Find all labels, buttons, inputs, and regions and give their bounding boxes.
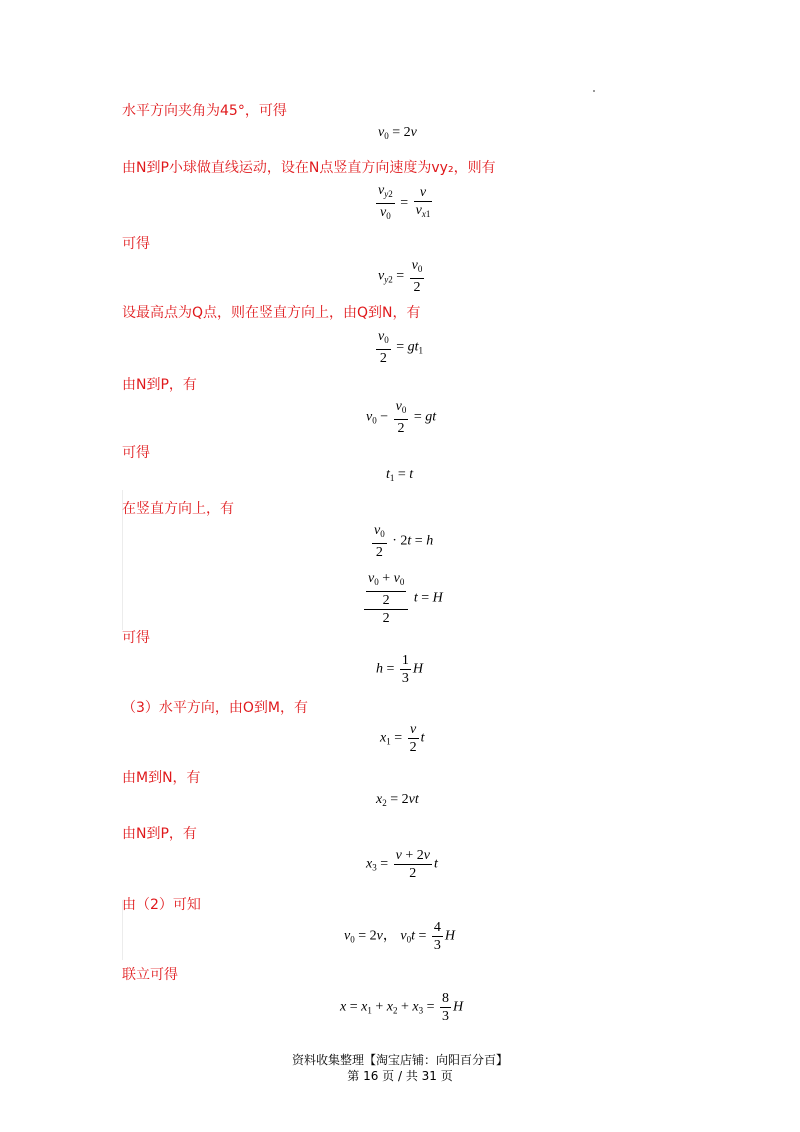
equation: $x = x_1 + x_2 + x_3$ = $\frac{8}{3}$ H (340, 991, 464, 1024)
text-line: 可得 (122, 445, 150, 461)
text-line: 由M到N，有 (122, 770, 201, 786)
equation: $x_2 = 2vt$ (376, 792, 419, 808)
text-line: 可得 (122, 630, 150, 646)
stray-dot (593, 90, 595, 92)
text-line: 设最高点为Q点，则在竖直方向上，由Q到N，有 (122, 305, 421, 321)
equation: $v_0 = 2v$， $v_0t$ = $\frac{4}{3}$ H (344, 920, 455, 953)
page-number: 第 16 页 / 共 31 页 (347, 1069, 453, 1083)
equation: $x_3$ = $\frac{v + 2v}{2}$ t (366, 848, 438, 881)
footer-source: 资料收集整理【淘宝店铺：向阳百分百】 (291, 1053, 508, 1067)
equation: $\frac{v_0}{2}$ · 2t = h (374, 523, 434, 560)
equation: $\frac{v_{y2}}{v_0}$ = $\frac{v}{v_{x1}}$ (378, 183, 431, 221)
text-line: 可得 (122, 236, 150, 252)
equation: h = $\frac{1}{3}$ H (376, 653, 424, 686)
equation: $\frac{v_0}{2}$ = $gt_1$ (378, 329, 424, 366)
equation: $v_{y2}$ = $\frac{v_0}{2}$ (378, 258, 423, 295)
text-line: （3）水平方向，由O到M，有 (122, 700, 309, 716)
text-line: 水平方向夹角为45°，可得 (122, 103, 287, 119)
text-line: 由N到P，有 (122, 826, 197, 842)
equation: $v_0$ − $\frac{v_0}{2}$ = gt (366, 399, 437, 436)
equation: $\frac{\frac{v_0 + v_0}{2}}{2}$ t = H (362, 570, 443, 627)
text-line: 由N到P，有 (122, 377, 197, 393)
equation: $x_1$ = $\frac{v}{2}$ t (380, 722, 425, 755)
text-line: 联立可得 (122, 967, 178, 983)
equation: $v_0 = 2v$ (378, 125, 417, 141)
text-line: 在竖直方向上，有 (122, 501, 234, 517)
equation: $t_1 = t$ (386, 467, 414, 483)
text-line: 由N到P小球做直线运动，设在N点竖直方向速度为vy₂，则有 (122, 160, 496, 176)
text-line: 由（2）可知 (122, 897, 201, 913)
